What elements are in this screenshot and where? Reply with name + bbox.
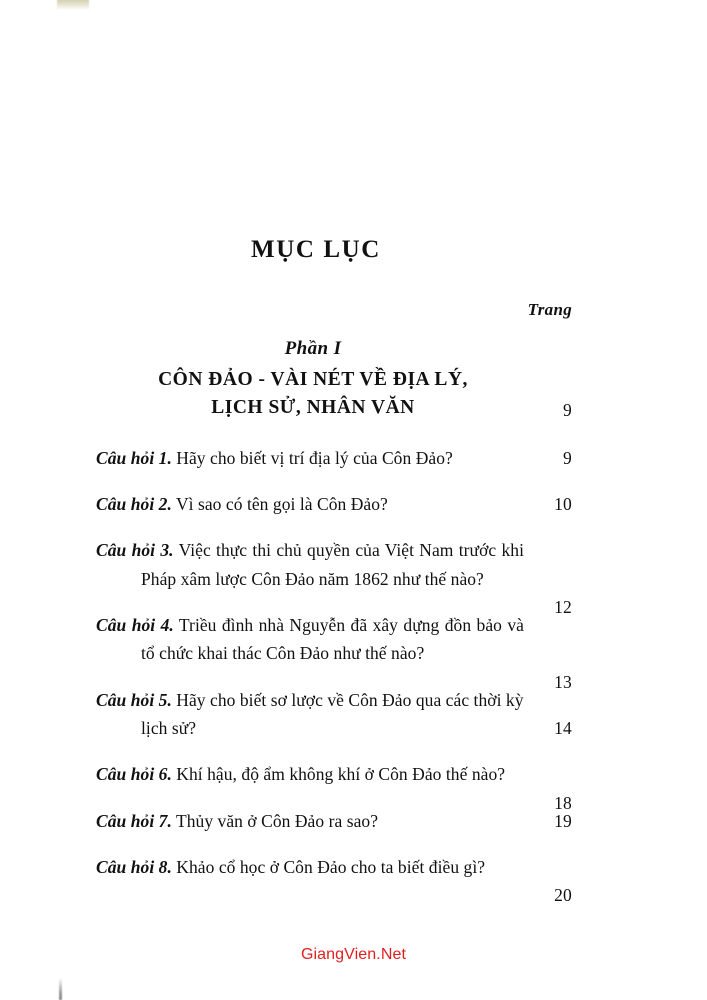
toc-entry-page-number: 13	[554, 671, 572, 692]
toc-entry-question: Hãy cho biết sơ lược về Côn Đảo qua các thời kỳ lịch sử?	[141, 689, 524, 739]
toc-entry-text	[96, 536, 524, 593]
toc-entry-text	[96, 853, 524, 881]
part-title-line-2: LỊCH SỬ, NHÂN VĂN	[211, 396, 415, 418]
page-column-header: Trang	[527, 299, 572, 319]
toc-entry-text	[96, 760, 524, 788]
toc-entry[interactable]	[96, 490, 572, 518]
toc-entry-page-number: 18	[554, 792, 572, 813]
page-title: MỤC LỤC	[251, 236, 381, 263]
toc-entry-page-number: 12	[554, 597, 572, 617]
toc-entry-page-number: 19	[554, 810, 572, 831]
toc-entry-number: Câu hỏi 2.	[96, 493, 172, 514]
watermark: GiangVien.Net	[300, 946, 407, 963]
toc-entry[interactable]	[96, 536, 572, 617]
part-title	[96, 366, 530, 421]
table-of-contents	[96, 236, 572, 906]
part-label: Phần I	[284, 337, 342, 359]
toc-entry-text	[96, 807, 524, 835]
toc-entry-page-number: 10	[554, 493, 572, 514]
part-title-line-1: CÔN ĐẢO - VÀI NÉT VỀ ĐỊA LÝ,	[158, 369, 468, 391]
toc-entry[interactable]	[96, 807, 572, 835]
toc-entry[interactable]	[96, 760, 572, 813]
toc-entry-number: Câu hỏi 1.	[96, 447, 172, 468]
toc-entry-page-number: 9	[563, 447, 572, 468]
toc-entry-text	[96, 686, 524, 743]
toc-entry-question: Việc thực thi chủ quyền của Việt Nam trước khi Pháp xâm lược Côn Đảo năm 1862 như thế nào?	[141, 540, 525, 589]
toc-entry-question: Khảo cổ học ở Côn Đảo cho ta biết điều gì?	[171, 857, 486, 878]
part-page-number: 9	[563, 399, 572, 420]
toc-entry-number: Câu hỏi 6.	[96, 764, 172, 785]
toc-entry-text	[96, 444, 524, 472]
toc-entry-question: Triều đình nhà Nguyễn đã xây dựng đồn bảo và tổ chức khai thác Côn Đảo như thế nào?	[141, 615, 524, 664]
toc-entry-number: Câu hỏi 7.	[96, 810, 172, 831]
toc-entry-text	[96, 611, 524, 668]
toc-entry-question: Vì sao có tên gọi là Côn Đảo?	[171, 493, 388, 514]
toc-entry[interactable]	[96, 444, 572, 472]
toc-entry-number: Câu hỏi 4.	[96, 615, 174, 635]
toc-entry-page-number: 14	[554, 718, 572, 739]
toc-entry-number: Câu hỏi 5.	[96, 689, 172, 710]
part-title-wrap	[96, 366, 572, 421]
toc-entry-question: Hãy cho biết vị trí địa lý của Côn Đảo?	[171, 447, 453, 468]
toc-entry-question: Khí hậu, độ ẩm không khí ở Côn Đảo thế nào?	[171, 764, 506, 785]
toc-entry-page-number: 20	[554, 885, 572, 906]
toc-entry[interactable]	[96, 853, 572, 906]
toc-entry-number: Câu hỏi 8.	[96, 857, 172, 878]
toc-entry[interactable]	[96, 611, 572, 692]
toc-entry-text	[96, 490, 524, 518]
part-heading	[96, 337, 572, 422]
toc-entry-list	[96, 444, 572, 906]
toc-entry-number: Câu hỏi 3.	[96, 540, 174, 561]
toc-entry[interactable]	[96, 686, 572, 743]
toc-entry-question: Thủy văn ở Côn Đảo ra sao?	[171, 810, 379, 831]
